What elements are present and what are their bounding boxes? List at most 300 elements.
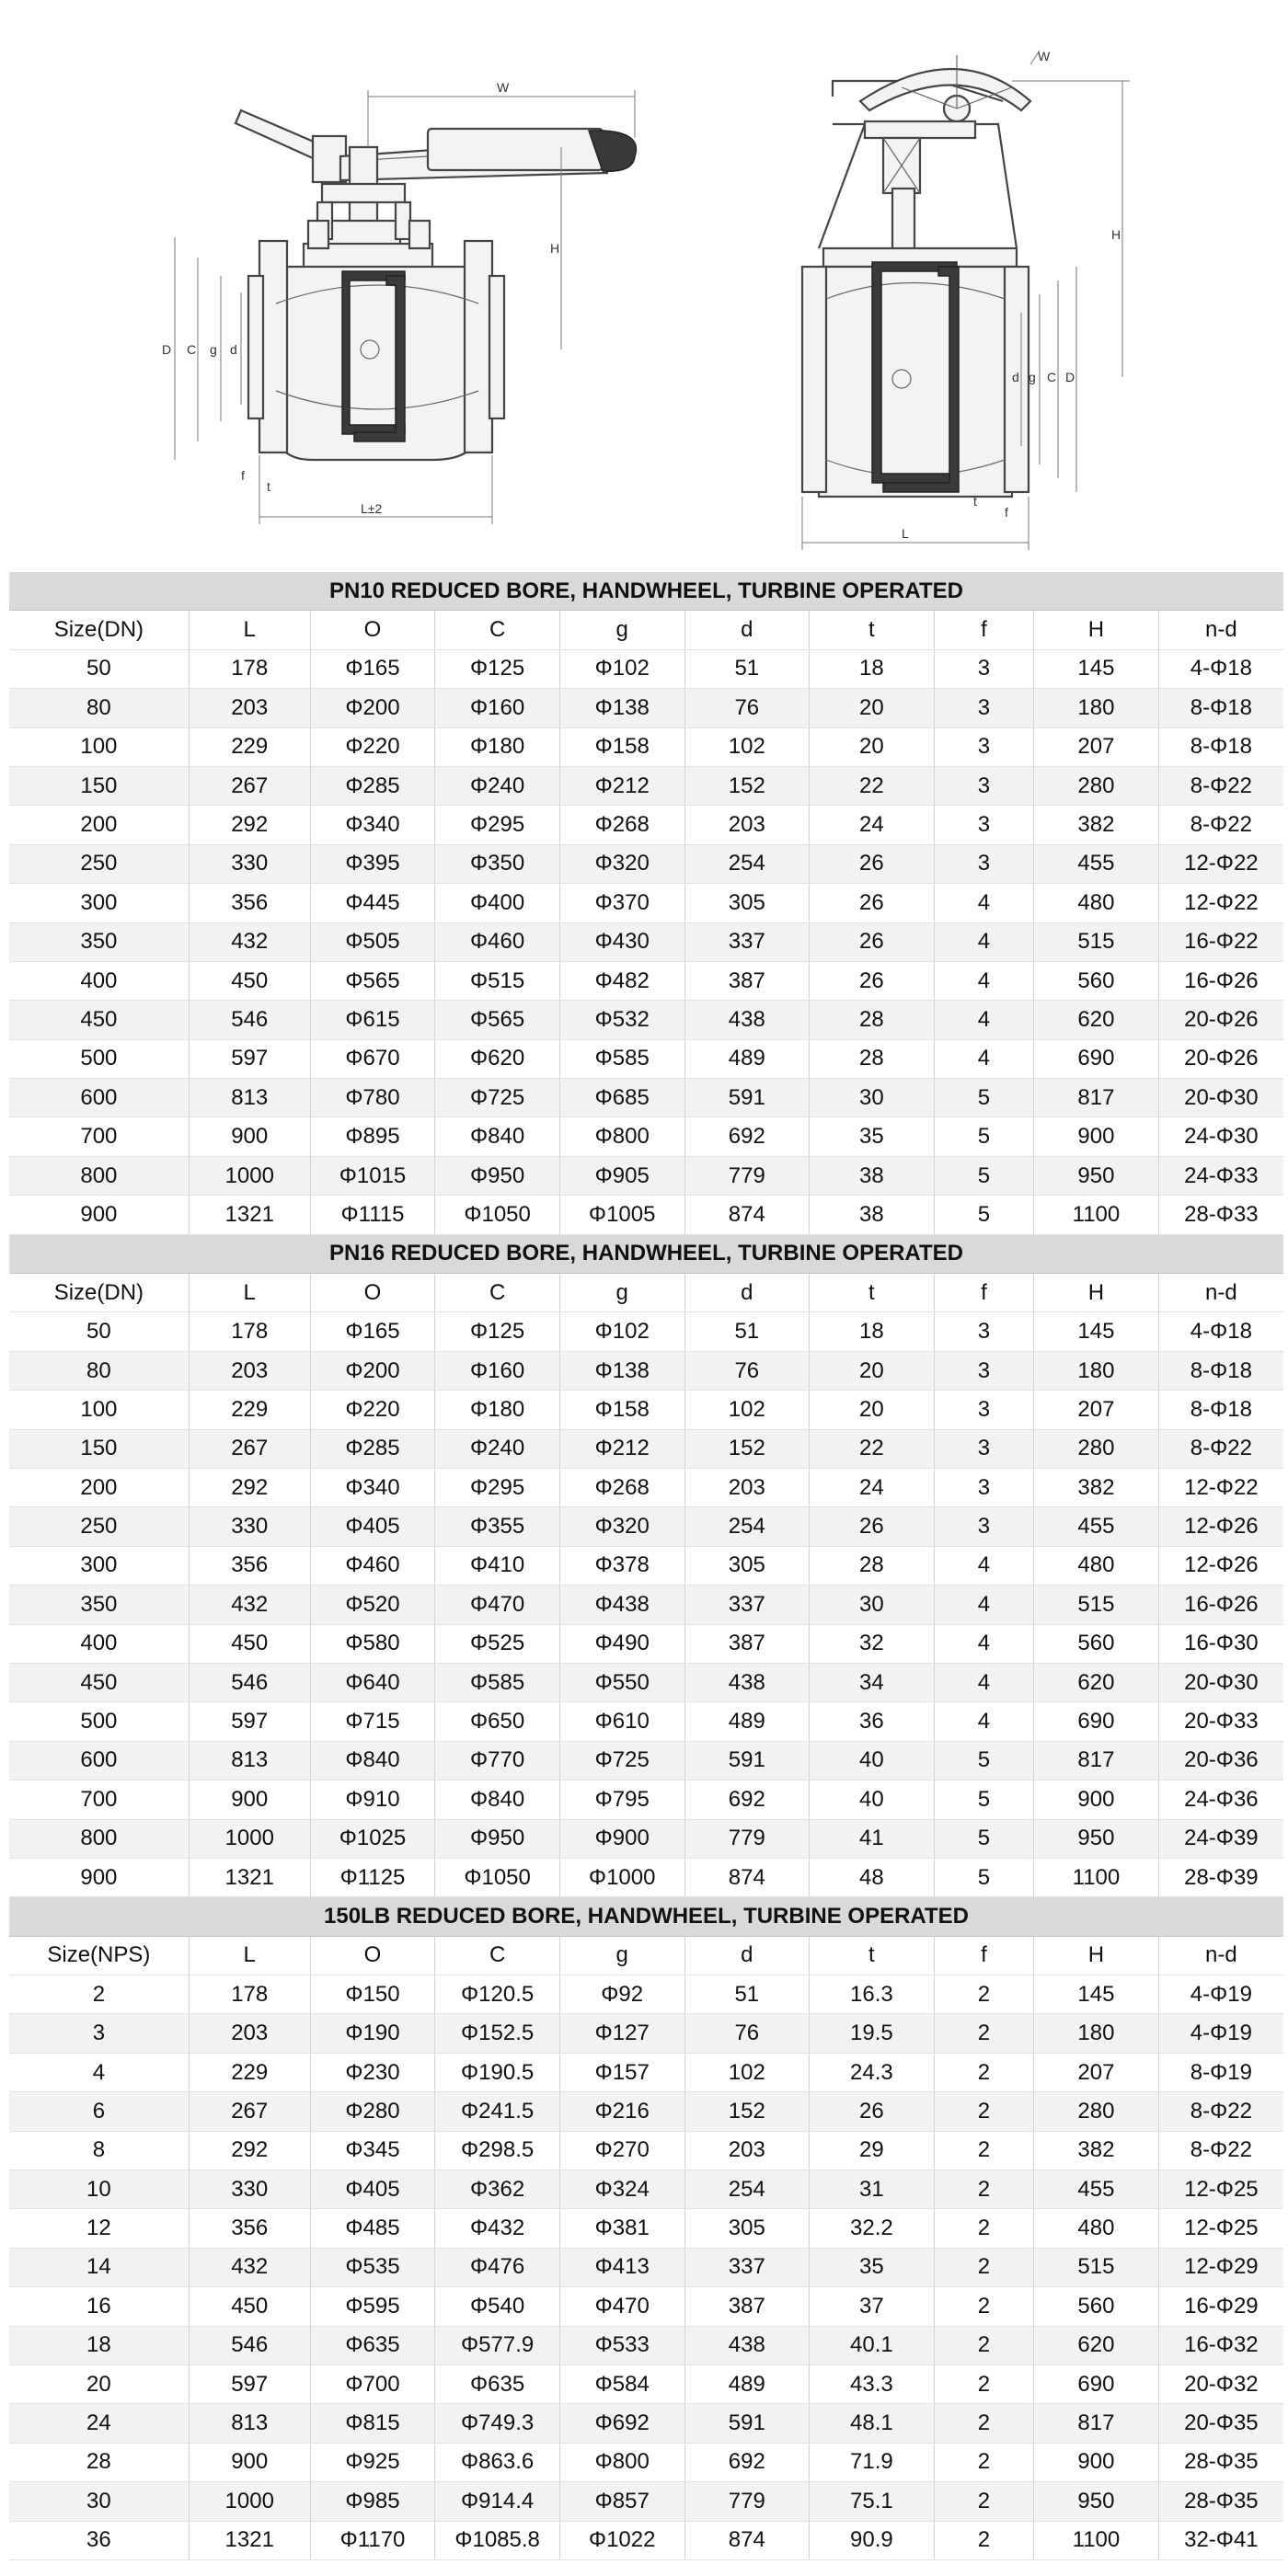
table-row xyxy=(9,689,1283,727)
table-cell: 16-Φ30 xyxy=(1158,1624,1283,1663)
table-cell: 305 xyxy=(684,2209,810,2248)
table-cell: Φ910 xyxy=(310,1780,435,1819)
table-cell: 16-Φ26 xyxy=(1158,961,1283,1000)
table-cell: Φ125 xyxy=(435,1312,560,1351)
table-cell: 20-Φ30 xyxy=(1158,1079,1283,1117)
label-l: L±2 xyxy=(361,501,383,516)
column-header: n-d xyxy=(1158,1936,1283,1975)
table-cell: 5 xyxy=(934,1741,1033,1780)
table-cell: Φ180 xyxy=(435,1391,560,1429)
table-cell: 100 xyxy=(9,727,189,766)
table-cell: Φ150 xyxy=(310,1975,435,2014)
table-cell: 36 xyxy=(810,1702,935,1741)
table-cell: Φ212 xyxy=(559,766,684,805)
table-cell: Φ490 xyxy=(559,1624,684,1663)
table-cell: 50 xyxy=(9,1312,189,1351)
table-row xyxy=(9,1001,1283,1039)
table-cell: Φ470 xyxy=(559,2287,684,2326)
table-cell: Φ1125 xyxy=(310,1858,435,1896)
table-cell: Φ285 xyxy=(310,1429,435,1468)
table-cell: 2 xyxy=(934,2131,1033,2170)
table-cell: 267 xyxy=(189,766,310,805)
table-row xyxy=(9,727,1283,766)
table-row xyxy=(9,2014,1283,2053)
table-cell: Φ1115 xyxy=(310,1196,435,1234)
table-cell: 400 xyxy=(9,961,189,1000)
table-cell: Φ914.4 xyxy=(435,2482,560,2521)
table-cell: Φ180 xyxy=(435,727,560,766)
table-cell: 203 xyxy=(684,2131,810,2170)
table-cell: 560 xyxy=(1034,2287,1159,2326)
table-cell: Φ692 xyxy=(559,2404,684,2443)
table-row xyxy=(9,1117,1283,1156)
table-cell: Φ138 xyxy=(559,689,684,727)
table-cell: 8 xyxy=(9,2131,189,2170)
column-header: H xyxy=(1034,1936,1159,1975)
table-row xyxy=(9,1858,1283,1896)
table-row xyxy=(9,2170,1283,2209)
table-cell: 900 xyxy=(189,1117,310,1156)
table-cell: 16-Φ26 xyxy=(1158,1586,1283,1624)
right-flange xyxy=(465,241,492,452)
table-cell: 817 xyxy=(1034,2404,1159,2443)
table-cell: 76 xyxy=(684,1351,810,1390)
table-cell: 330 xyxy=(189,844,310,883)
table-cell: 597 xyxy=(189,1039,310,1078)
table-row xyxy=(9,1624,1283,1663)
label-c: C xyxy=(187,342,197,357)
table-cell: 337 xyxy=(684,1586,810,1624)
table-cell: 455 xyxy=(1034,1507,1159,1546)
table-cell: 207 xyxy=(1034,727,1159,766)
gear-label-l: L xyxy=(902,526,909,541)
table-cell: 300 xyxy=(9,1546,189,1585)
table-row xyxy=(9,1079,1283,1117)
label-h: H xyxy=(550,241,560,256)
table-cell: Φ620 xyxy=(435,1039,560,1078)
table-cell: 950 xyxy=(1034,2482,1159,2521)
column-header-row xyxy=(9,611,1283,649)
table-cell: 12-Φ26 xyxy=(1158,1546,1283,1585)
table-cell: 28-Φ35 xyxy=(1158,2482,1283,2521)
table-cell: 3 xyxy=(9,2014,189,2053)
table-cell: 350 xyxy=(9,1586,189,1624)
table-cell: Φ905 xyxy=(559,1156,684,1195)
table-cell: 24 xyxy=(810,1468,935,1506)
valve-drawings xyxy=(0,0,1288,570)
table-cell: 20-Φ33 xyxy=(1158,1702,1283,1741)
table-cell: 874 xyxy=(684,1858,810,1896)
table-cell: 2 xyxy=(934,2248,1033,2286)
table-cell: 356 xyxy=(189,1546,310,1585)
table-cell: 20-Φ26 xyxy=(1158,1001,1283,1039)
table-cell: 620 xyxy=(1034,1001,1159,1039)
table-cell: 450 xyxy=(9,1001,189,1039)
column-header: L xyxy=(189,1936,310,1975)
table-cell: 22 xyxy=(810,766,935,805)
table-cell: Φ340 xyxy=(310,1468,435,1506)
table-cell: 203 xyxy=(189,689,310,727)
table-row xyxy=(9,922,1283,961)
table-cell: Φ200 xyxy=(310,689,435,727)
table-cell: Φ160 xyxy=(435,1351,560,1390)
table-cell: 382 xyxy=(1034,806,1159,844)
column-header: d xyxy=(684,1274,810,1312)
table-cell: 267 xyxy=(189,1429,310,1468)
table-cell: 500 xyxy=(9,1039,189,1078)
table-cell: Φ577.9 xyxy=(435,2326,560,2364)
table-cell: 300 xyxy=(9,884,189,922)
table-cell: 480 xyxy=(1034,1546,1159,1585)
table-cell: Φ405 xyxy=(310,2170,435,2209)
table-cell: 900 xyxy=(9,1196,189,1234)
table-cell: Φ840 xyxy=(435,1780,560,1819)
table-row xyxy=(9,1975,1283,2014)
table-cell: 3 xyxy=(934,844,1033,883)
table-cell: Φ320 xyxy=(559,844,684,883)
table-cell: 12-Φ22 xyxy=(1158,884,1283,922)
table-cell: 28 xyxy=(810,1001,935,1039)
gear-valve-body xyxy=(819,267,1012,497)
column-header-row xyxy=(9,1274,1283,1312)
gear-label-g: g xyxy=(1029,370,1036,384)
table-row xyxy=(9,1039,1283,1078)
table-cell: 2 xyxy=(934,2521,1033,2559)
table-row xyxy=(9,1156,1283,1195)
table-cell: Φ413 xyxy=(559,2248,684,2286)
table-cell: 20 xyxy=(810,727,935,766)
column-header: t xyxy=(810,1936,935,1975)
table-cell: Φ610 xyxy=(559,1702,684,1741)
table-row xyxy=(9,844,1283,883)
section-title-row xyxy=(9,1234,1283,1273)
table-cell: Φ445 xyxy=(310,884,435,922)
table-cell: Φ220 xyxy=(310,727,435,766)
table-cell: 874 xyxy=(684,2521,810,2559)
table-row xyxy=(9,1468,1283,1506)
gear-label-w: W xyxy=(1038,49,1051,63)
table-cell: 229 xyxy=(189,2053,310,2091)
table-cell: 690 xyxy=(1034,1039,1159,1078)
table-cell: 20-Φ30 xyxy=(1158,1663,1283,1701)
table-cell: 8-Φ18 xyxy=(1158,1391,1283,1429)
table-cell: 597 xyxy=(189,2364,310,2403)
table-cell: 2 xyxy=(934,2482,1033,2521)
table-row xyxy=(9,806,1283,844)
table-cell: Φ324 xyxy=(559,2170,684,2209)
table-cell: 32.2 xyxy=(810,2209,935,2248)
table-cell: Φ200 xyxy=(310,1351,435,1390)
table-cell: Φ230 xyxy=(310,2053,435,2091)
yoke-right xyxy=(975,124,1017,248)
table-cell: 874 xyxy=(684,1196,810,1234)
table-cell: 24-Φ30 xyxy=(1158,1117,1283,1156)
lever-valve-drawing xyxy=(162,80,636,524)
table-cell: 145 xyxy=(1034,1975,1159,2014)
table-cell: 813 xyxy=(189,1079,310,1117)
table-cell: Φ476 xyxy=(435,2248,560,2286)
table-cell: Φ1022 xyxy=(559,2521,684,2559)
table-cell: Φ565 xyxy=(310,961,435,1000)
table-cell: Φ270 xyxy=(559,2131,684,2170)
table-cell: 229 xyxy=(189,727,310,766)
table-row xyxy=(9,1586,1283,1624)
table-cell: 591 xyxy=(684,1741,810,1780)
table-cell: 250 xyxy=(9,1507,189,1546)
table-row xyxy=(9,2131,1283,2170)
table-cell: 26 xyxy=(810,2092,935,2131)
table-cell: Φ950 xyxy=(435,1819,560,1858)
table-cell: 16-Φ32 xyxy=(1158,2326,1283,2364)
table-cell: Φ863.6 xyxy=(435,2443,560,2481)
gear-label-h: H xyxy=(1111,227,1121,242)
table-cell: 2 xyxy=(934,2326,1033,2364)
table-cell: 229 xyxy=(189,1391,310,1429)
table-cell: Φ615 xyxy=(310,1001,435,1039)
table-cell: 515 xyxy=(1034,1586,1159,1624)
table-cell: 800 xyxy=(9,1156,189,1195)
table-cell: 305 xyxy=(684,1546,810,1585)
table-cell: Φ1000 xyxy=(559,1858,684,1896)
table-cell: 152 xyxy=(684,2092,810,2131)
table-row xyxy=(9,2053,1283,2091)
table-cell: Φ340 xyxy=(310,806,435,844)
table-cell: 16.3 xyxy=(810,1975,935,2014)
table-row xyxy=(9,2287,1283,2326)
table-cell: Φ362 xyxy=(435,2170,560,2209)
table-cell: Φ985 xyxy=(310,2482,435,2521)
table-cell: Φ268 xyxy=(559,1468,684,1506)
table-cell: 18 xyxy=(810,1312,935,1351)
table-cell: Φ381 xyxy=(559,2209,684,2248)
table-cell: 515 xyxy=(1034,922,1159,961)
table-cell: 4 xyxy=(934,1546,1033,1585)
table-cell: Φ515 xyxy=(435,961,560,1000)
gear-label-t: t xyxy=(973,494,977,509)
column-header: H xyxy=(1034,611,1159,649)
table-cell: 546 xyxy=(189,2326,310,2364)
table-cell: 8-Φ18 xyxy=(1158,727,1283,766)
table-cell: 20 xyxy=(810,689,935,727)
table-cell: Φ715 xyxy=(310,1702,435,1741)
table-cell: 900 xyxy=(1034,1780,1159,1819)
column-header: n-d xyxy=(1158,611,1283,649)
gear-label-c: C xyxy=(1047,370,1057,384)
table-cell: Φ285 xyxy=(310,766,435,805)
table-cell: 8-Φ22 xyxy=(1158,1429,1283,1468)
table-cell: 8-Φ19 xyxy=(1158,2053,1283,2091)
table-cell: Φ749.3 xyxy=(435,2404,560,2443)
gland xyxy=(322,184,405,202)
table-cell: 51 xyxy=(684,1312,810,1351)
table-cell: 292 xyxy=(189,806,310,844)
table-cell: Φ350 xyxy=(435,844,560,883)
table-cell: 455 xyxy=(1034,2170,1159,2209)
table-cell: Φ295 xyxy=(435,806,560,844)
table-cell: 12-Φ25 xyxy=(1158,2209,1283,2248)
table-cell: 692 xyxy=(684,2443,810,2481)
table-cell: 8-Φ22 xyxy=(1158,806,1283,844)
table-cell: 2 xyxy=(934,2209,1033,2248)
table-cell: 16-Φ29 xyxy=(1158,2287,1283,2326)
table-cell: 1100 xyxy=(1034,1858,1159,1896)
lever-grip xyxy=(236,110,322,158)
table-cell: 28-Φ33 xyxy=(1158,1196,1283,1234)
table-cell: 900 xyxy=(189,1780,310,1819)
table-row xyxy=(9,2521,1283,2559)
column-header: f xyxy=(934,1274,1033,1312)
table-cell: Φ395 xyxy=(310,844,435,883)
table-cell: 1321 xyxy=(189,1196,310,1234)
table-cell: Φ430 xyxy=(559,922,684,961)
table-cell: Φ152.5 xyxy=(435,2014,560,2053)
table-cell: Φ165 xyxy=(310,649,435,688)
table-cell: 12-Φ25 xyxy=(1158,2170,1283,2209)
column-header: f xyxy=(934,611,1033,649)
column-header: d xyxy=(684,1936,810,1975)
column-header: n-d xyxy=(1158,1274,1283,1312)
table-cell: 4-Φ18 xyxy=(1158,649,1283,688)
gear-valve-drawing xyxy=(802,49,1130,550)
table-cell: 3 xyxy=(934,1351,1033,1390)
table-cell: 356 xyxy=(189,884,310,922)
table-cell: 387 xyxy=(684,961,810,1000)
gear-label-d-bore: d xyxy=(1012,370,1019,384)
table-cell: 43.3 xyxy=(810,2364,935,2403)
table-cell: Φ378 xyxy=(559,1546,684,1585)
table-cell: 450 xyxy=(189,2287,310,2326)
table-cell: 438 xyxy=(684,2326,810,2364)
table-cell: 145 xyxy=(1034,649,1159,688)
section-title-row xyxy=(9,1897,1283,1936)
table-cell: 2 xyxy=(934,2364,1033,2403)
table-cell: Φ800 xyxy=(559,2443,684,2481)
table-cell: 152 xyxy=(684,766,810,805)
table-cell: 48.1 xyxy=(810,2404,935,2443)
table-cell: 3 xyxy=(934,649,1033,688)
table-cell: Φ840 xyxy=(310,1741,435,1780)
table-row xyxy=(9,2248,1283,2286)
table-cell: Φ158 xyxy=(559,727,684,766)
table-cell: 8-Φ22 xyxy=(1158,2092,1283,2131)
section-title: PN10 REDUCED BORE, HANDWHEEL, TURBINE OPERATED xyxy=(9,572,1283,611)
table-cell: 12 xyxy=(9,2209,189,2248)
table-row xyxy=(9,1663,1283,1701)
table-cell: 76 xyxy=(684,2014,810,2053)
table-cell: 387 xyxy=(684,2287,810,2326)
table-cell: 1100 xyxy=(1034,2521,1159,2559)
table-cell: 178 xyxy=(189,1312,310,1351)
table-cell: 102 xyxy=(684,2053,810,2091)
spec-tables xyxy=(9,572,1283,2560)
gear-label-d-outer: D xyxy=(1065,370,1075,384)
table-cell: 432 xyxy=(189,2248,310,2286)
table-cell: 292 xyxy=(189,2131,310,2170)
table-cell: 4-Φ19 xyxy=(1158,1975,1283,2014)
table-cell: 432 xyxy=(189,922,310,961)
table-cell: Φ240 xyxy=(435,766,560,805)
table-cell: Φ1170 xyxy=(310,2521,435,2559)
table-cell: 400 xyxy=(9,1624,189,1663)
table-cell: Φ1050 xyxy=(435,1858,560,1896)
table-cell: 3 xyxy=(934,1429,1033,1468)
table-cell: 37 xyxy=(810,2287,935,2326)
table-cell: 560 xyxy=(1034,961,1159,1000)
table-cell: 2 xyxy=(934,2170,1033,2209)
table-cell: 30 xyxy=(810,1586,935,1624)
table-row xyxy=(9,1546,1283,1585)
table-cell: Φ212 xyxy=(559,1429,684,1468)
column-header: f xyxy=(934,1936,1033,1975)
lever-handle xyxy=(428,129,603,170)
table-cell: Φ127 xyxy=(559,2014,684,2053)
label-g: g xyxy=(210,342,217,357)
table-cell: 203 xyxy=(189,1351,310,1390)
table-cell: 35 xyxy=(810,1117,935,1156)
table-cell: 20 xyxy=(810,1391,935,1429)
table-row xyxy=(9,1819,1283,1858)
table-cell: 24.3 xyxy=(810,2053,935,2091)
table-cell: Φ640 xyxy=(310,1663,435,1701)
column-header: g xyxy=(559,1274,684,1312)
section-title: PN16 REDUCED BORE, HANDWHEEL, TURBINE OPERATED xyxy=(9,1234,1283,1273)
column-header: C xyxy=(435,611,560,649)
table-cell: 4 xyxy=(934,1001,1033,1039)
table-cell: 4 xyxy=(9,2053,189,2091)
table-cell: 4 xyxy=(934,1624,1033,1663)
table-cell: 3 xyxy=(934,1468,1033,1506)
table-cell: 145 xyxy=(1034,1312,1159,1351)
table-cell: 4 xyxy=(934,1702,1033,1741)
table-cell: 203 xyxy=(684,806,810,844)
table-cell: Φ405 xyxy=(310,1507,435,1546)
table-cell: Φ120.5 xyxy=(435,1975,560,2014)
table-row xyxy=(9,1312,1283,1351)
table-cell: Φ125 xyxy=(435,649,560,688)
table-cell: 489 xyxy=(684,2364,810,2403)
table-cell: 356 xyxy=(189,2209,310,2248)
table-cell: 18 xyxy=(9,2326,189,2364)
column-header: t xyxy=(810,611,935,649)
label-t: t xyxy=(267,479,270,494)
table-cell: 690 xyxy=(1034,1702,1159,1741)
table-cell: 20 xyxy=(810,1351,935,1390)
table-cell: 12-Φ29 xyxy=(1158,2248,1283,2286)
table-cell: 280 xyxy=(1034,766,1159,805)
table-cell: 350 xyxy=(9,922,189,961)
table-row xyxy=(9,2443,1283,2481)
table-cell: Φ158 xyxy=(559,1391,684,1429)
table-cell: 203 xyxy=(684,1468,810,1506)
table-cell: 22 xyxy=(810,1429,935,1468)
column-header: C xyxy=(435,1274,560,1312)
column-header: L xyxy=(189,1274,310,1312)
table-cell: Φ815 xyxy=(310,2404,435,2443)
table-cell: 4 xyxy=(934,961,1033,1000)
column-header: g xyxy=(559,611,684,649)
table-cell: 900 xyxy=(1034,2443,1159,2481)
table-cell: 28-Φ35 xyxy=(1158,2443,1283,2481)
column-header-row xyxy=(9,1936,1283,1975)
table-cell: 900 xyxy=(9,1858,189,1896)
section-title: 150LB REDUCED BORE, HANDWHEEL, TURBINE OPERATED xyxy=(9,1897,1283,1936)
table-cell: 4 xyxy=(934,1039,1033,1078)
table-cell: 51 xyxy=(684,649,810,688)
table-cell: 950 xyxy=(1034,1156,1159,1195)
table-cell: Φ370 xyxy=(559,884,684,922)
table-cell: Φ220 xyxy=(310,1391,435,1429)
table-cell: 591 xyxy=(684,2404,810,2443)
